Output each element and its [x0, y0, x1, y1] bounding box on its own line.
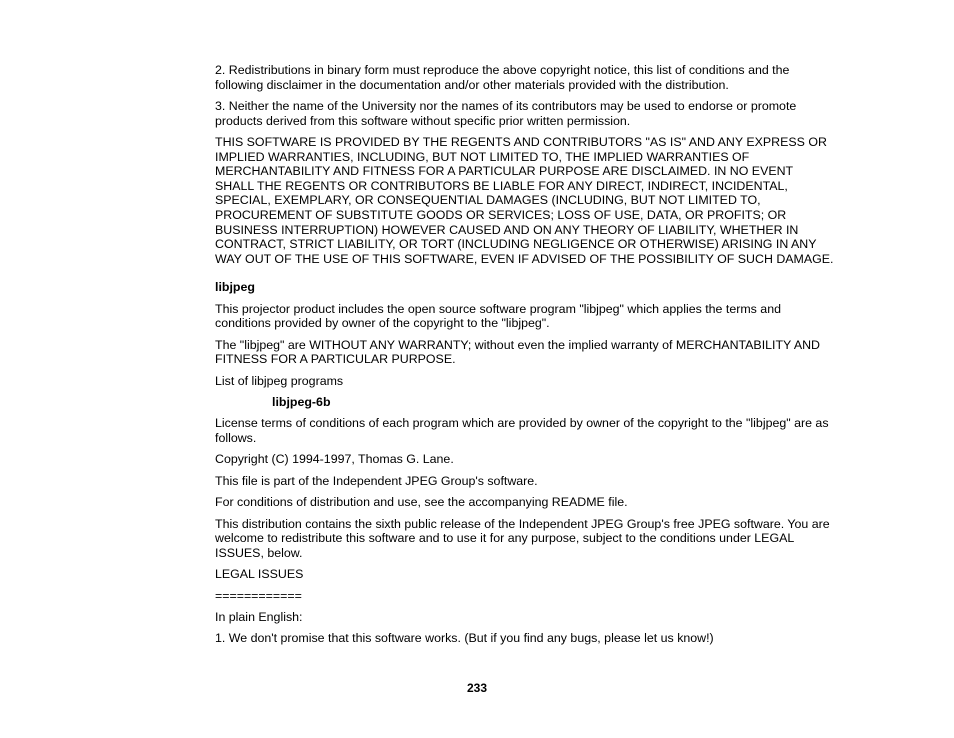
- paragraph-conditions: For conditions of distribution and use, see the accompanying README file.: [215, 495, 628, 510]
- section-heading-libjpeg: libjpeg: [215, 280, 255, 295]
- paragraph-copyright: Copyright (C) 1994-1997, Thomas G. Lane.: [215, 452, 454, 467]
- paragraph-item-1: 1. We don't promise that this software works. (But if you find any bugs, please let us know!): [215, 631, 714, 646]
- paragraph-part-of: This file is part of the Independent JPEG Group's software.: [215, 473, 538, 488]
- page-number: 233: [466, 681, 488, 695]
- paragraph-plain-english: In plain English:: [215, 609, 303, 624]
- legal-issues-rule: ============: [215, 588, 302, 603]
- paragraph-libjpeg-warranty: The "libjpeg" are WITHOUT ANY WARRANTY; without even the implied warranty of MERCHANTABILITY AND FITNESS FOR A PARTICULAR PURPOSE.: [215, 337, 820, 367]
- paragraph-distribution: This distribution contains the sixth public release of the Independent JPEG Group's free JPEG software. You are welcome to redistribute this software and to use it for any purpose, subject to the conditions under LEGAL ISSUES, below.: [215, 516, 830, 560]
- program-name: libjpeg-6b: [272, 395, 331, 410]
- paragraph-license-terms: License terms of conditions of each program which are provided by owner of the copyright to the "libjpeg" are as follows.: [215, 416, 829, 446]
- paragraph-endorsement-clause: 3. Neither the name of the University nor the names of its contributors may be used to endorse or promote products derived from this software without specific prior written permission.: [215, 98, 797, 128]
- paragraph-legal-issues-title: LEGAL ISSUES: [215, 567, 304, 582]
- paragraph-disclaimer: THIS SOFTWARE IS PROVIDED BY THE REGENTS AND CONTRIBUTORS "AS IS" AND ANY EXPRESS OR IMPLIED WARRANTIES, INCLUDING, BUT NOT LIMITED TO, THE IMPLIED WARRANTIES OF MERCHANTABILITY AND FITNESS FOR A PARTICULAR PURPOSE ARE DISCLAIMED. IN NO EVENT SHALL THE REGENTS OR CONTRIBUTORS BE LIABLE FOR ANY DIRECT, INDIRECT, INCIDENTAL, SPECIAL, EXEMPLARY, OR CONSEQUENTIAL DAMAGES (INCLUDING, BUT NOT LIMITED TO, PROCUREMENT OF SUBSTITUTE GOODS OR SERVICES; LOSS OF USE, DATA, OR PROFITS; OR BUSINESS INTERRUPTION) HOWEVER CAUSED AND ON ANY THEORY OF LIABILITY, WHETHER IN CONTRACT, STRICT LIABILITY, OR TORT (INCLUDING NEGLIGENCE OR OTHERWISE) ARISING IN ANY WAY OUT OF THE USE OF THIS SOFTWARE, EVEN IF ADVISED OF THE POSSIBILITY OF SUCH DAMAGE.: [215, 134, 834, 266]
- paragraph-redistribution-binary: 2. Redistributions in binary form must reproduce the above copyright notice, this list of conditions and the following disclaimer in the documentation and/or other materials provided with the distribution.: [215, 63, 790, 92]
- paragraph-libjpeg-intro: This projector product includes the open source software program "libjpeg" which applies the terms and conditions provided by owner of the copyright to the "libjpeg".: [215, 301, 781, 331]
- paragraph-program-list-label: List of libjpeg programs: [215, 373, 344, 388]
- document-body: [215, 63, 835, 653]
